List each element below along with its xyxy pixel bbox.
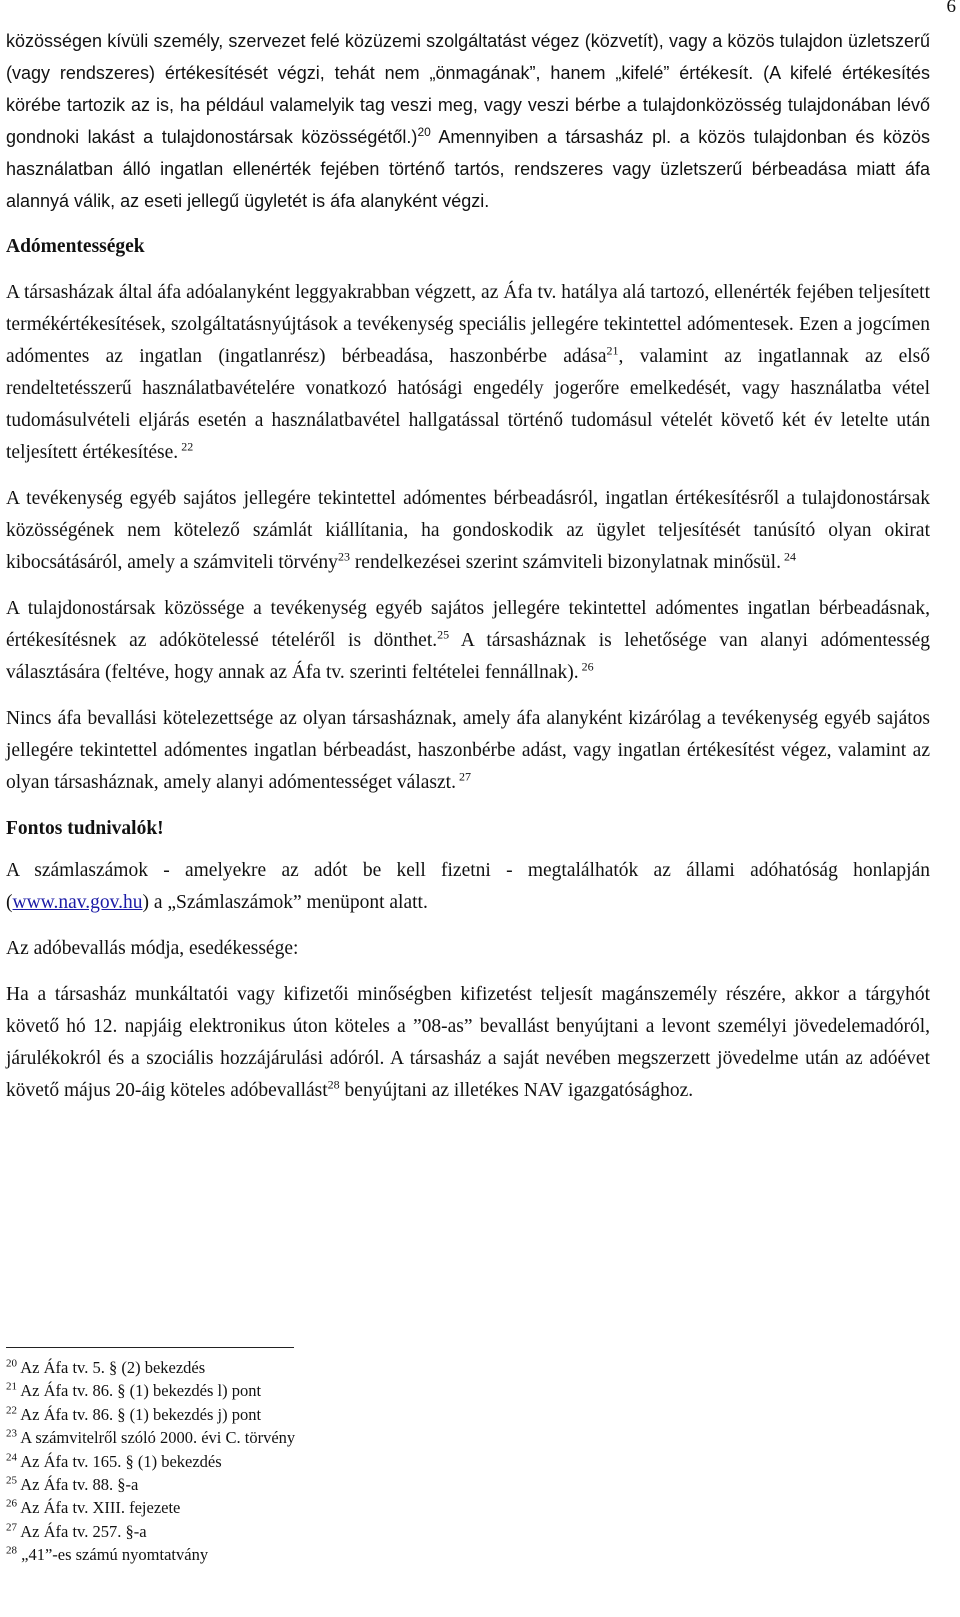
paragraph-3-text-1: A tulajdonostársak közössége a tevékenység egyéb sajátos jellegére tekintettel adómentes ingatlan bérbeadásnak, értékesítésnek az adókötelessé tételéről is dönthet. xyxy=(6,598,930,651)
paragraph-7-text-1: Ha a társasház munkáltatói vagy kifizetői minőségben kifizetést teljesít magánszemély részére, akkor a tárgyhót követő hó 12. napjáig elektronikus úton köteles a ”08-as” bevallást benyújtani a levont személyi jövedelemadóról, járulékokról és a szociális hozzájárulási adóról. A társasház a saját nevében megszerzett jövedelme után az adóévet követő május 20-áig köteles adóbevallást xyxy=(6,984,930,1101)
paragraph-return-method: Az adóbevallás módja, esedékessége: xyxy=(6,938,299,959)
footnote-ref-22[interactable]: 22 xyxy=(178,439,194,454)
footnote-number: 28 xyxy=(6,1544,17,1557)
paragraph-filing xyxy=(6,979,930,1107)
paragraph-invoice xyxy=(6,483,930,579)
footnote-number: 20 xyxy=(6,1357,17,1370)
intro-text-2: Amennyiben a társasház pl. a közös tulajdonban és közös használatban álló ingatlan ellenérték fejében történő tartós, rendszeres vagy üzletszerű bérbeadása miatt áfa alannyá válik, az eseti jellegű ügyletét is áfa alanyként végzi. xyxy=(6,127,930,211)
footnote-ref-20[interactable]: 20 xyxy=(417,125,431,139)
footnote-28 xyxy=(6,1543,506,1566)
paragraph-7-text-2: benyújtani az illetékes NAV igazgatósághoz. xyxy=(339,1080,694,1101)
footnotes-list xyxy=(6,1356,506,1567)
paragraph-2-text-1: A tevékenység egyéb sajátos jellegére tekintettel adómentes bérbeadásról, ingatlan értékesítésről a tulajdonostársak közösségének nem kötelező számlát kiállítania, ha gondoskodik az ügylet teljesítését tanúsító olyan okirat kibocsátásáról, amely a számviteli törvény xyxy=(6,488,930,573)
footnote-22 xyxy=(6,1403,506,1426)
footnote-text: A számvitelről szóló 2000. évi C. törvény xyxy=(17,1428,296,1448)
footnote-ref-28[interactable]: 28 xyxy=(327,1077,340,1092)
footnote-text: Az Áfa tv. 5. § (2) bekezdés xyxy=(17,1358,206,1377)
footnote-text: Az Áfa tv. 86. § (1) bekezdés l) pont xyxy=(17,1381,262,1401)
intro-paragraph xyxy=(6,25,930,217)
paragraph-no-return xyxy=(6,703,930,799)
footnote-26 xyxy=(6,1496,506,1519)
footnote-number: 22 xyxy=(6,1404,17,1417)
section-heading-adomentessegek: Adómentességek xyxy=(6,236,145,257)
footnote-23 xyxy=(6,1426,506,1449)
footnote-number: 23 xyxy=(6,1427,17,1440)
footnote-ref-27[interactable]: 27 xyxy=(455,769,471,784)
footnote-27 xyxy=(6,1520,506,1543)
footnote-text: Az Áfa tv. 257. §-a xyxy=(17,1521,147,1541)
document-body xyxy=(6,25,930,1107)
important-heading: Fontos tudnivalók! xyxy=(6,818,164,839)
page-number: 6 xyxy=(946,0,956,17)
footnote-ref-25[interactable]: 25 xyxy=(437,627,450,642)
paragraph-1-text-2: , valamint az ingatlannak az első rendeltetésszerű használatbavételére vonatkozó hatósági engedély jogerőre emelkedését, vagy használatba vétel tudomásulvételi eljárás esetén a használatbavétel hallgatással történő tudomásul vételét követő két év letelte után teljesített értékesítése. xyxy=(6,346,930,463)
footnote-number: 21 xyxy=(6,1380,17,1393)
footnote-ref-26[interactable]: 26 xyxy=(578,659,594,674)
nav-website-link[interactable]: www.nav.gov.hu xyxy=(12,892,143,913)
paragraph-5-text-1: A számlaszámok - amelyekre az adót be kell fizetni - megtalálhatók az állami adóhatóság honlapján ( xyxy=(6,860,930,913)
footnote-21 xyxy=(6,1379,506,1402)
footnote-20 xyxy=(6,1356,506,1379)
footnote-text: Az Áfa tv. 165. § (1) bekezdés xyxy=(17,1451,222,1471)
footnote-number: 26 xyxy=(6,1497,17,1510)
paragraph-2-text-2: rendelkezései szerint számviteli bizonylatnak minősül. xyxy=(349,552,781,573)
footnote-text: „41”-es számú nyomtatvány xyxy=(17,1545,209,1565)
paragraph-1-text-1: A társasházak által áfa adóalanyként leggyakrabban végzett, az Áfa tv. hatálya alá tartozó, ellenérték fejében teljesített termékértékesítések, szolgáltatásnyújtások a tevékenység speciális jellegére tekintettel adómentesek. Ezen a jogcímen adómentes az ingatlan (ingatlanrész) bérbeadása, haszonbérbe adása xyxy=(6,282,930,367)
footnote-24 xyxy=(6,1450,506,1473)
footnote-25 xyxy=(6,1473,506,1496)
paragraph-taxable-option xyxy=(6,593,930,689)
intro-text-1: közösségen kívüli személy, szervezet felé közüzemi szolgáltatást végez (közvetít), vagy a közös tulajdon üzletszerű (vagy rendszeres) értékesítését végzi, tehát nem „önmagának”, hanem „kifelé” értékesít. (A kifelé értékesítés körébe tartozik az is, ha például valamelyik tag veszi meg, vagy veszi bérbe a tulajdonközösség tulajdonában lévő gondnoki lakást a tulajdonostársak közösségétől.) xyxy=(6,31,930,147)
footnote-number: 25 xyxy=(6,1474,17,1487)
footnote-ref-24[interactable]: 24 xyxy=(780,549,796,564)
paragraph-account-numbers xyxy=(6,855,930,919)
paragraph-4-text-1: Nincs áfa bevallási kötelezettsége az olyan társasháznak, amely áfa alanyként kizárólag a tevékenység egyéb sajátos jellegére tekintettel adómentes ingatlan bérbeadást, haszonbérbe adást, vagy ingatlan értékesítést végez, valamint az olyan társasháznak, amely alanyi adómentességet választ. xyxy=(6,708,930,793)
footnote-ref-21[interactable]: 21 xyxy=(606,343,619,358)
footnote-text: Az Áfa tv. 88. §-a xyxy=(17,1475,139,1495)
footnote-text: Az Áfa tv. 86. § (1) bekezdés j) pont xyxy=(17,1404,262,1424)
paragraph-3-text-2: A társasháznak is lehetősége van alanyi adómentesség választására (feltéve, hogy annak az Áfa tv. szerinti feltételei fennállnak). xyxy=(6,630,930,683)
footnote-number: 24 xyxy=(6,1451,17,1464)
paragraph-5-text-2: ) a „Számlaszámok” menüpont alatt. xyxy=(142,892,428,913)
footnote-text: Az Áfa tv. XIII. fejezete xyxy=(17,1498,181,1518)
footnote-separator xyxy=(6,1347,294,1348)
footnote-number: 27 xyxy=(6,1521,17,1534)
footnote-ref-23[interactable]: 23 xyxy=(337,549,350,564)
paragraph-exemptions xyxy=(6,277,930,469)
